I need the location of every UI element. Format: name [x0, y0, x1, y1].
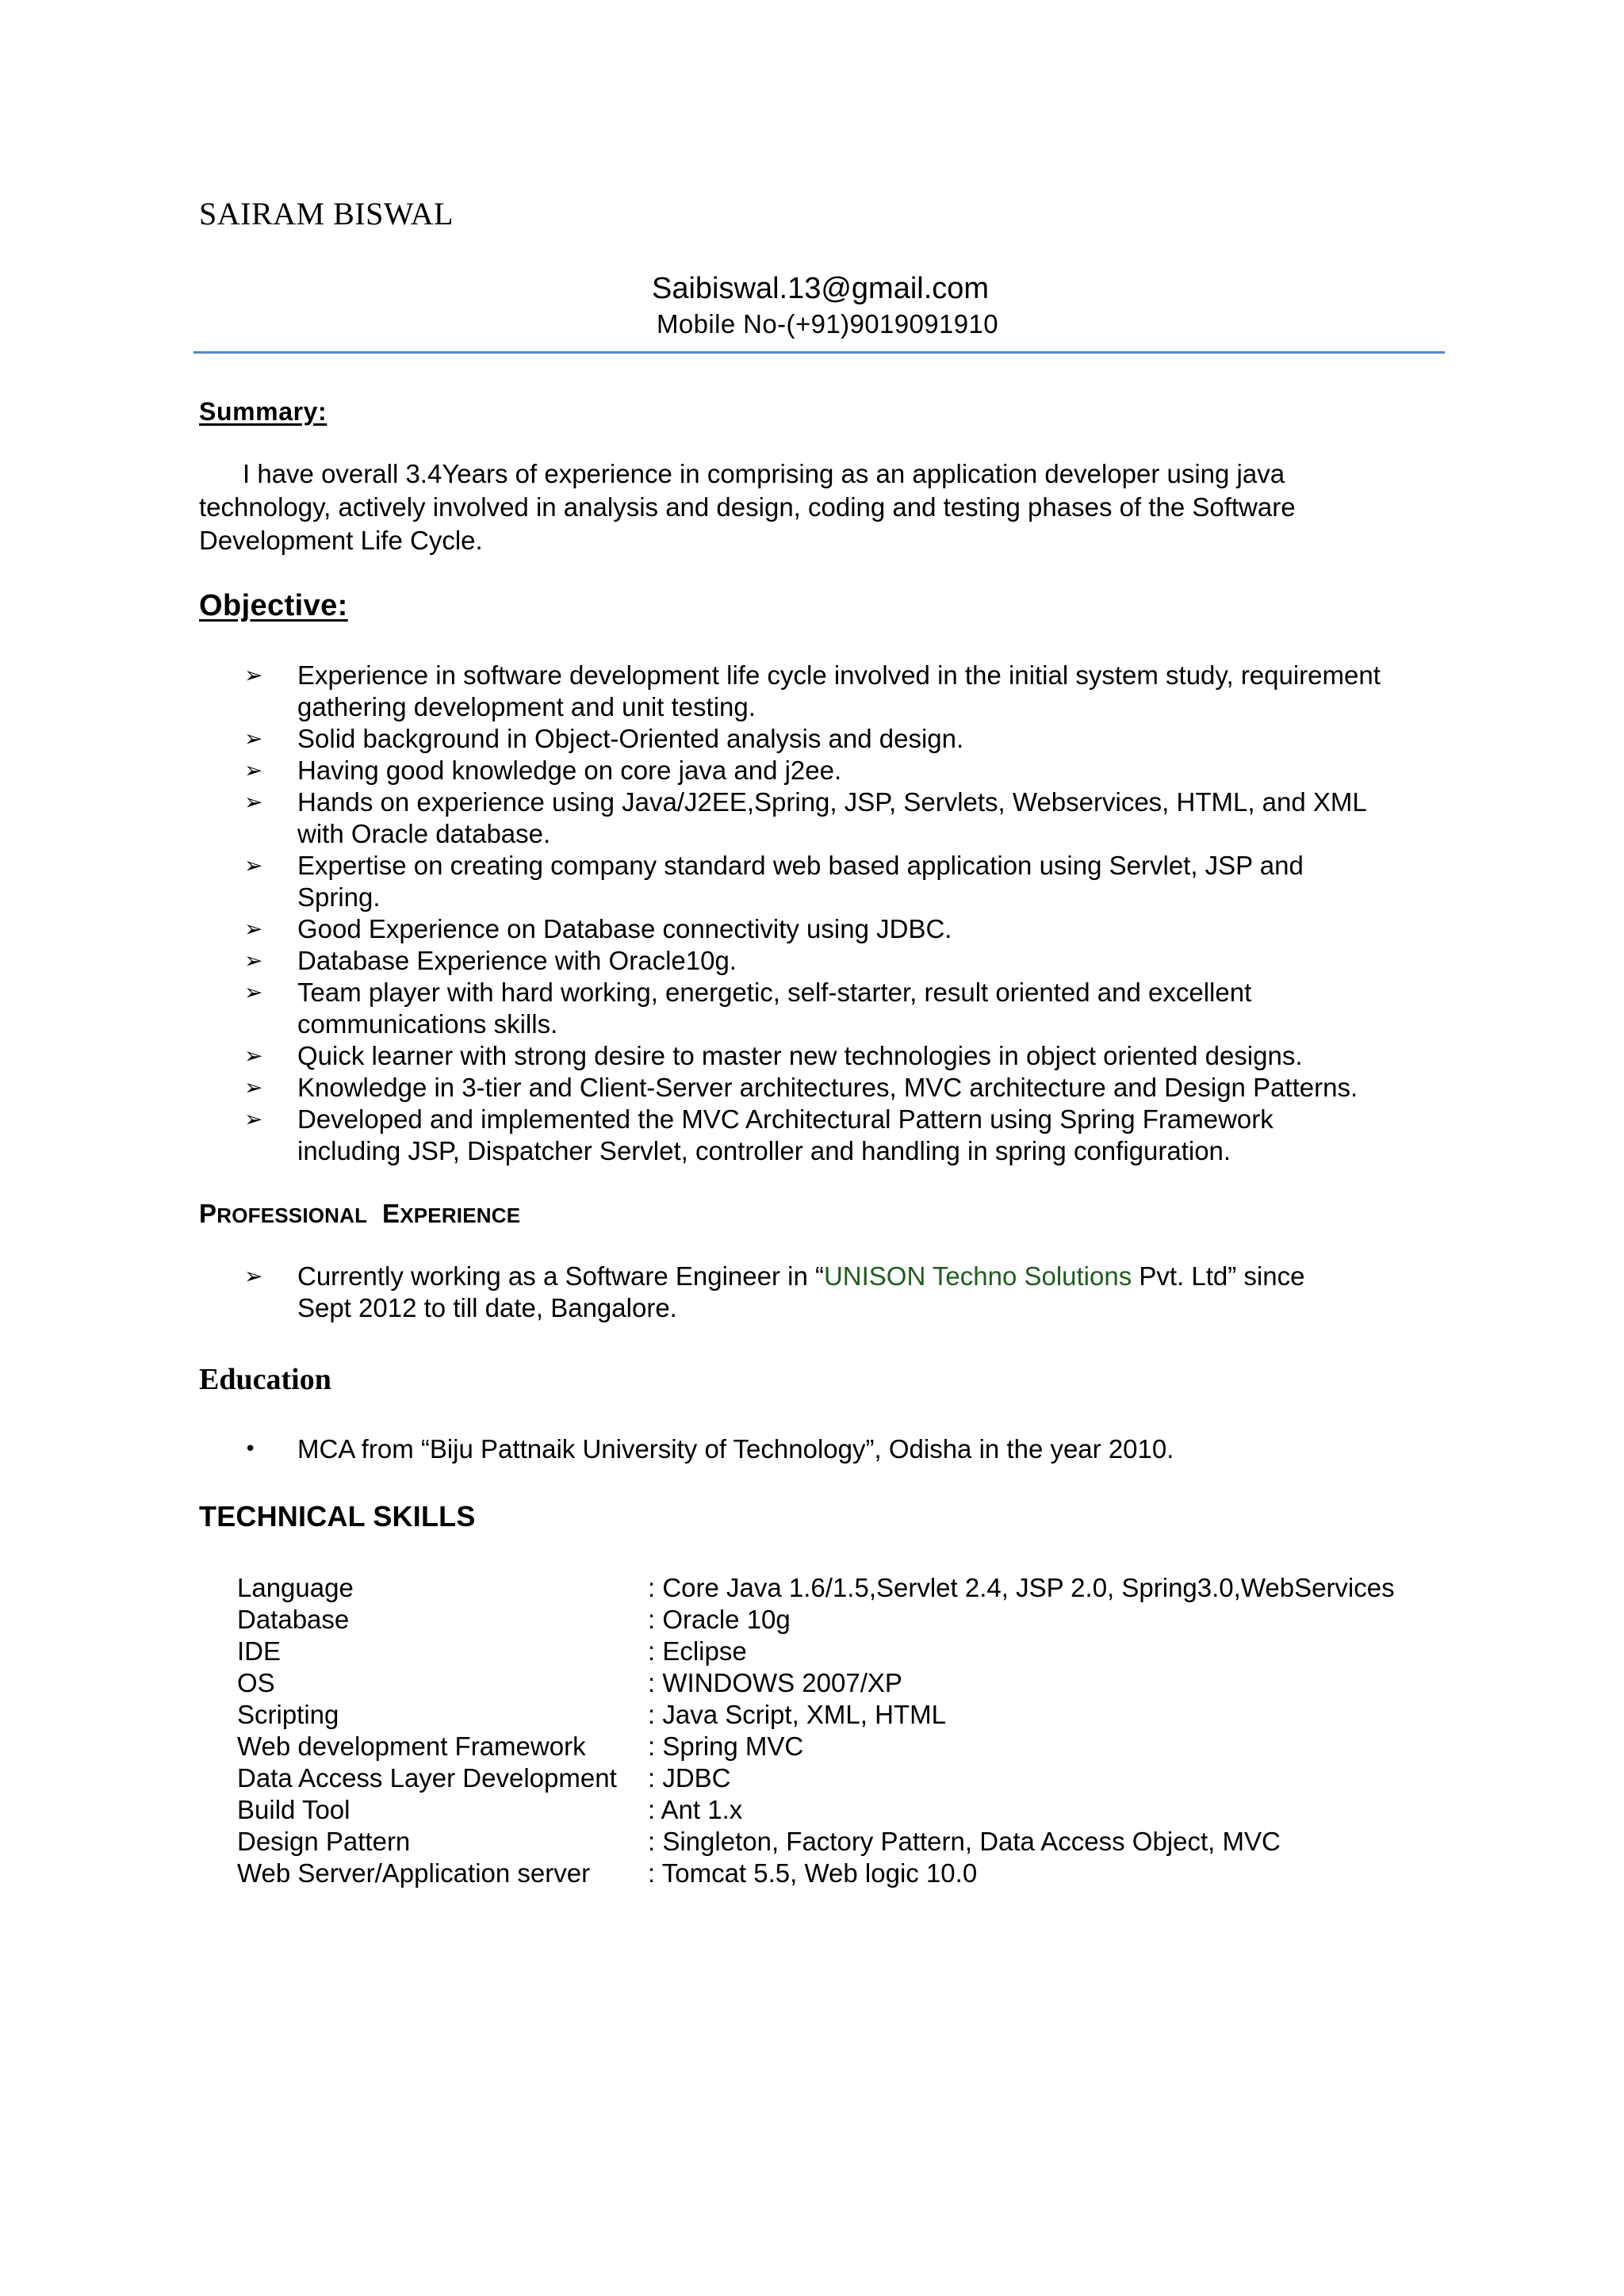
arrow-bullet-icon: ➢ — [244, 1263, 263, 1289]
summary-line: Development Life Cycle. — [199, 526, 483, 555]
list-item — [0, 723, 1624, 755]
skill-key: OS — [237, 1668, 275, 1697]
list-item-text: Hands on experience using Java/J2EE,Spring, JSP, Servlets, Webservices, HTML, and XML — [297, 787, 1367, 817]
list-item-text: Good Experience on Database connectivity using JDBC. — [297, 914, 952, 943]
table-row — [237, 1604, 1395, 1636]
skill-key: Language — [237, 1573, 354, 1602]
summary-paragraph — [199, 457, 1452, 557]
arrow-bullet-icon: ➢ — [244, 757, 263, 783]
table-row — [237, 1667, 1395, 1699]
list-item-text: Experience in software development life cycle involved in the initial system study, requirement — [297, 660, 1381, 690]
list-item — [0, 755, 1624, 786]
table-row — [237, 1762, 1395, 1794]
list-item-text: Having good knowledge on core java and j2ee. — [297, 756, 842, 785]
list-item-text: Developed and implemented the MVC Architectural Pattern using Spring Framework — [297, 1104, 1274, 1134]
table-row — [237, 1572, 1395, 1604]
skill-value: : Ant 1.x — [648, 1795, 743, 1824]
mobile-number: Mobile No-(+91)9019091910 — [657, 309, 999, 339]
technical-skills-heading: TECHNICAL SKILLS — [199, 1500, 476, 1533]
list-item-text: Team player with hard working, energetic, self-starter, result oriented and excellent — [297, 978, 1252, 1007]
skill-value: : Oracle 10g — [648, 1605, 791, 1634]
list-item — [0, 1072, 1624, 1104]
list-item — [0, 660, 1624, 723]
objective-heading: Objective: — [199, 589, 348, 622]
list-item-text: MCA from “Biju Pattnaik University of Technology”, Odisha in the year 2010. — [297, 1434, 1174, 1464]
skill-value: : Tomcat 5.5, Web logic 10.0 — [648, 1858, 978, 1888]
arrow-bullet-icon: ➢ — [244, 789, 263, 815]
summary-line: technology, actively involved in analysis and design, coding and testing phases of the Software — [199, 492, 1296, 522]
list-item — [0, 1104, 1624, 1167]
arrow-bullet-icon: ➢ — [244, 1074, 263, 1100]
arrow-bullet-icon: ➢ — [244, 725, 263, 752]
arrow-bullet-icon: ➢ — [244, 662, 263, 688]
arrow-bullet-icon: ➢ — [244, 852, 263, 878]
candidate-name: SAIRAM BISWAL — [199, 196, 454, 232]
education-heading: Education — [199, 1363, 331, 1396]
table-row — [237, 1731, 1395, 1762]
arrow-bullet-icon: ➢ — [244, 979, 263, 1005]
list-item-text: Database Experience with Oracle10g. — [297, 946, 737, 975]
list-item — [0, 945, 1624, 977]
list-item-text: communications skills. — [297, 1009, 558, 1039]
dot-bullet-icon: • — [244, 1437, 257, 1461]
professional-experience-heading: PROFESSIONAL EXPERIENCE — [199, 1199, 521, 1228]
arrow-bullet-icon: ➢ — [244, 916, 263, 942]
list-item — [0, 977, 1624, 1040]
header-divider — [193, 351, 1445, 354]
skill-key: Design Pattern — [237, 1827, 411, 1856]
skill-value: : Eclipse — [648, 1636, 747, 1666]
table-row — [237, 1636, 1395, 1667]
skill-key: Web Server/Application server — [237, 1858, 591, 1888]
table-row — [237, 1794, 1395, 1826]
skill-value: : Singleton, Factory Pattern, Data Access Object, MVC — [648, 1827, 1281, 1856]
skill-key: Database — [237, 1605, 350, 1634]
education-list — [0, 1433, 1624, 1465]
summary-heading: Summary: — [199, 397, 327, 426]
skill-key: IDE — [237, 1636, 282, 1666]
arrow-bullet-icon: ➢ — [244, 947, 263, 974]
list-item-text: with Oracle database. — [297, 819, 551, 848]
summary-line: I have overall 3.4Years of experience in comprising as an application developer using java — [243, 459, 1285, 488]
experience-line: Sept 2012 to till date, Bangalore. — [297, 1293, 677, 1322]
objective-list — [0, 660, 1624, 1167]
list-item — [0, 913, 1624, 945]
list-item-text: Spring. — [297, 882, 381, 912]
list-item — [0, 1040, 1624, 1072]
list-item — [0, 786, 1624, 850]
list-item-text: Knowledge in 3-tier and Client-Server architectures, MVC architecture and Design Patterns. — [297, 1073, 1358, 1102]
skill-key: Build Tool — [237, 1795, 350, 1824]
list-item-text: Solid background in Object-Oriented analysis and design. — [297, 724, 964, 753]
arrow-bullet-icon: ➢ — [244, 1106, 263, 1132]
list-item-text: Quick learner with strong desire to master new technologies in object oriented designs. — [297, 1041, 1303, 1070]
skill-value: : WINDOWS 2007/XP — [648, 1668, 902, 1697]
skill-value: : Core Java 1.6/1.5,Servlet 2.4, JSP 2.0, Spring3.0,WebServices — [648, 1573, 1395, 1602]
list-item-text: gathering development and unit testing. — [297, 692, 756, 721]
skill-key: Data Access Layer Development — [237, 1763, 617, 1793]
list-item-text: including JSP, Dispatcher Servlet, controller and handling in spring configuration. — [297, 1136, 1231, 1165]
technical-skills-table — [237, 1572, 1395, 1889]
experience-list — [0, 1261, 1624, 1324]
list-item-text: Expertise on creating company standard web based application using Servlet, JSP and — [297, 851, 1304, 880]
skill-value: : Java Script, XML, HTML — [648, 1700, 946, 1729]
email-address: Saibiswal.13@gmail.com — [652, 272, 990, 305]
skill-value: : JDBC — [648, 1763, 731, 1793]
list-item — [0, 1261, 1624, 1324]
table-row — [237, 1826, 1395, 1858]
list-item — [0, 850, 1624, 913]
table-row — [237, 1699, 1395, 1731]
table-row — [237, 1858, 1395, 1889]
company-name: UNISON Techno Solutions — [823, 1261, 1132, 1291]
experience-line: Currently working as a Software Engineer in “UNISON Techno Solutions Pvt. Ltd” since — [297, 1261, 1305, 1291]
skill-value: : Spring MVC — [648, 1732, 804, 1761]
arrow-bullet-icon: ➢ — [244, 1043, 263, 1069]
skill-key: Web development Framework — [237, 1732, 586, 1761]
skill-key: Scripting — [237, 1700, 339, 1729]
list-item — [0, 1433, 1624, 1465]
